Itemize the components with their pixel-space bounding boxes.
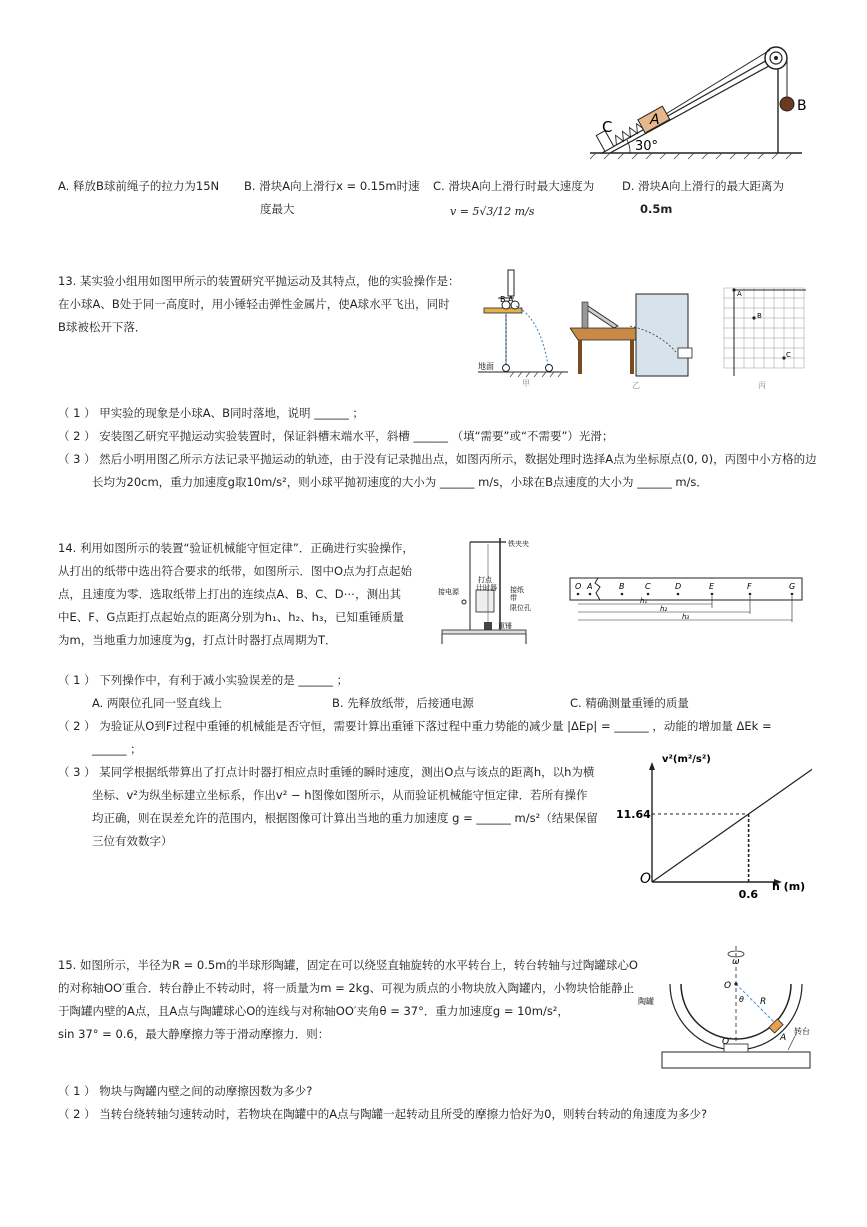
q13-stem-2: 在小球A、B处于同一高度时，用小锤轻击弹性金属片，使A球水平飞出，同时 <box>58 297 450 311</box>
q14-part-3-line2: 坐标、v²为纵坐标建立坐标系，作出v² − h图像如图所示，从而验证机械能守恒定律．若所有操作 <box>92 788 588 802</box>
label-ab: B A <box>500 295 514 304</box>
label-a: A <box>780 1033 787 1043</box>
apparatus-figure <box>436 534 562 646</box>
option-c-line2: v = 5√3/12 m/s <box>450 205 535 218</box>
q13-stem-1: 13. 某实验小组用如图甲所示的装置研究平抛运动及其特点，他的实验操作是： <box>58 274 460 288</box>
label-plate: 限位孔 <box>510 604 531 612</box>
y-axis-arrow <box>649 762 655 770</box>
q14-part-3: （ 3 ） 某同学根据纸带算出了打点计时器打相应点时重锤的瞬时速度，测出O点与该点的距离h，以h为横 <box>58 765 595 779</box>
paper-tape-figure <box>568 570 806 628</box>
q13-part-2: （ 2 ） 安装图乙研究平抛运动实验装置时，保证斜槽末端水平，斜槽 ______ （填“需要”或“不需要”）光滑； <box>58 429 614 443</box>
q15-part-2: （ 2 ） 当转台绕转轴匀速转动时，若物块在陶罐中的A点与陶罐一起转动且所受的摩擦力恰好为0，则转台转动的角速度为多少? <box>58 1107 708 1121</box>
label-yi: 乙 <box>632 381 640 390</box>
incline-pulley-figure <box>590 40 815 165</box>
label-omega: ω <box>732 957 740 967</box>
label-timer-a: 打点 <box>478 576 492 584</box>
tape-h2: h₂ <box>660 605 668 613</box>
label-jia: 甲 <box>522 379 530 388</box>
figure-bing <box>718 282 810 390</box>
q13-stem-3: B球被松开下落． <box>58 320 147 334</box>
y-tick-label: 11.64 <box>616 808 651 822</box>
q14-choice-a: A. 两限位孔同一竖直线上 <box>92 696 222 710</box>
q14-stem-5: 为m，当地重力加速度为g，打点计时器打点周期为T． <box>58 633 337 647</box>
label-bing: 丙 <box>758 381 766 390</box>
label-table: 转台 <box>794 1027 810 1036</box>
tape-g: G <box>789 582 796 591</box>
tape-h3: h₃ <box>682 613 690 621</box>
q13-part-3: （ 3 ） 然后小明用图乙所示方法记录平抛运动的轨迹，由于没有记录抛出点，如图丙所示，数据处理时选择A点为坐标原点(0, 0)，丙图中小方格的边 <box>58 452 817 466</box>
q14-choice-b: B. 先释放纸带，后接通电源 <box>332 696 474 710</box>
v2-h-chart <box>612 752 812 904</box>
figure-yi <box>570 288 695 390</box>
label-r: R <box>760 997 767 1007</box>
label-b: B <box>797 98 807 114</box>
option-c: C. 滑块A向上滑行时最大速度为 <box>433 179 595 193</box>
q14-stem-1: 14. 利用如图所示的装置“验证机械能守恒定律”．正确进行实验操作， <box>58 541 414 555</box>
label-c: C <box>602 118 613 136</box>
tape-e: E <box>709 582 715 591</box>
x-axis-label: h (m) <box>772 880 806 893</box>
figure-jia <box>478 268 570 390</box>
label-a: A <box>650 112 660 128</box>
label-clamp: 铁夹夹 <box>508 540 529 548</box>
q13-part-1: （ 1 ） 甲实验的现象是小球A、B同时落地，说明 ______ ； <box>58 406 364 420</box>
option-d: D. 滑块A向上滑行的最大距离为 <box>622 179 785 193</box>
tape-f: F <box>747 582 752 591</box>
q14-stem-4: 中E、F、G点距打点起始点的距离分别为h₁、h₂、h₃，已知重锤质量 <box>58 610 404 624</box>
q14-part-3-line4: 三位有效数字） <box>92 834 173 848</box>
q15-stem-2: 的对称轴OO′重合．转台静止不转动时，将一质量为m = 2kg、可视为质点的小物块放入陶罐内，小物块恰能静止 <box>58 981 635 995</box>
q14-part-3-line3: 均正确，则在误差允许的范围内，根据图像可计算出当地的重力加速度 g = ______ m/s²（结果保留 <box>92 811 598 825</box>
label-hammer: 重锤 <box>498 622 512 630</box>
label-o-prime: O′ <box>722 1037 732 1047</box>
origin-label: O <box>640 871 652 887</box>
label-paper-b: 带 <box>510 594 517 602</box>
tape-b: B <box>619 582 625 591</box>
tape-h1: h₁ <box>640 597 648 605</box>
jar-figure <box>636 944 814 1074</box>
option-d-line2: 0.5m <box>640 202 673 216</box>
tape-d: D <box>675 582 682 591</box>
label-socket: 接电源 <box>438 588 459 596</box>
label-bing-b: B <box>757 312 762 320</box>
label-o: O <box>724 981 732 991</box>
label-bing-c: C <box>786 351 791 359</box>
label-paper-a: 接纸 <box>510 586 524 594</box>
label-angle: 30° <box>635 139 659 154</box>
q15-stem-3: 于陶罐内壁的A点，且A点与陶罐球心O的连线与对称轴OO′夹角θ = 37°．重力加速度g = 10m/s²， <box>58 1004 569 1018</box>
q13-part-3-line2: 长均为20cm，重力加速度g取10m/s²，则小球平抛初速度的大小为 ______ m/s，小球在B点速度的大小为 ______ m/s． <box>92 475 708 489</box>
tape-a: A <box>587 582 593 591</box>
label-bing-a: A <box>737 290 742 298</box>
q14-stem-3: 点，且速度为零．选取纸带上打出的连续点A、B、C、D⋯，测出其 <box>58 587 402 601</box>
q14-part-2-line2: ______ ； <box>92 742 142 756</box>
x-tick-label: 0.6 <box>738 888 759 901</box>
q14-choice-c: C. 精确测量重锤的质量 <box>570 696 689 710</box>
label-theta: θ <box>739 995 744 1004</box>
q14-part-1: （ 1 ） 下列操作中，有利于减小实验误差的是 ______ ； <box>58 673 349 687</box>
q14-part-2: （ 2 ） 为验证从O到F过程中重锤的机械能是否守恒，需要计算出重锤下落过程中重力势能的减少量 |ΔEp| = ______ ，动能的增加量 ΔEk = <box>58 719 772 733</box>
q14-stem-2: 从打出的纸带中选出符合要求的纸带，如图所示．图中O点为打点起始 <box>58 564 413 578</box>
data-line <box>652 766 812 882</box>
q15-stem-1: 15. 如图所示，半径为R = 0.5m的半球形陶罐，固定在可以绕竖直轴旋转的水平转台上，转台转轴与过陶罐球心O <box>58 958 638 972</box>
option-a: A. 释放B球前绳子的拉力为15N <box>58 179 220 193</box>
q15-stem-4: sin 37° = 0.6，最大静摩擦力等于滑动摩擦力．则： <box>58 1027 330 1041</box>
y-axis-label: v²(m²/s²) <box>662 754 711 765</box>
tape-o: O <box>575 582 582 591</box>
label-jar: 陶罐 <box>638 997 654 1006</box>
option-b-line2: 度最大 <box>260 202 295 216</box>
q15-part-1: （ 1 ） 物块与陶罐内壁之间的动摩擦因数为多少? <box>58 1084 313 1098</box>
label-timer-b: 计时器 <box>476 584 497 592</box>
label-ground: 地面 <box>478 362 494 371</box>
option-b: B. 滑块A向上滑行x = 0.15m时速 <box>244 179 420 193</box>
tape-c: C <box>645 582 651 591</box>
